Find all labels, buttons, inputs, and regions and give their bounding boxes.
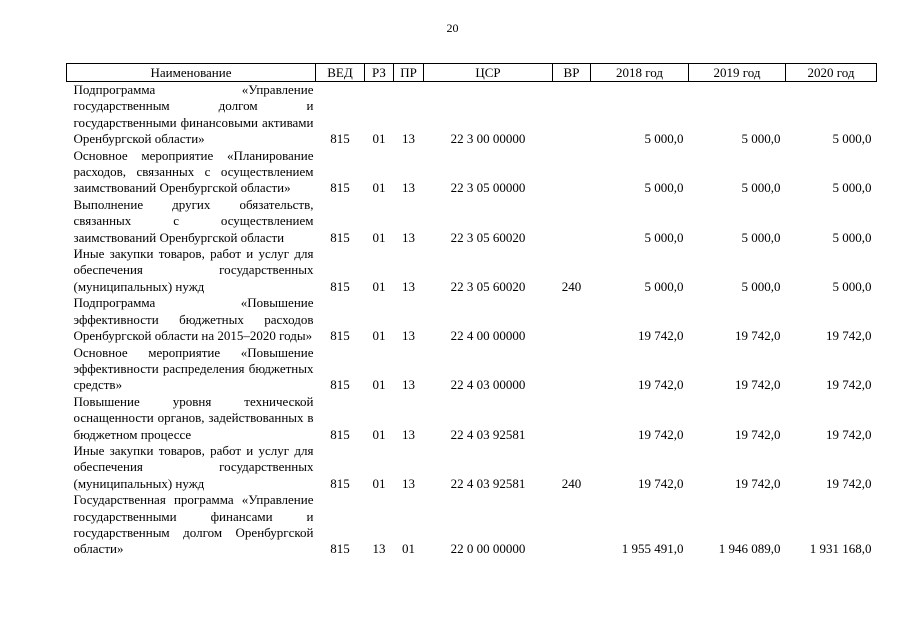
row-2019: 1 946 089,0 [718, 541, 781, 557]
row-vr [553, 148, 591, 197]
row-vr: 240 [561, 475, 582, 491]
row-ved: 815 [330, 328, 350, 344]
row-vr [553, 394, 591, 443]
row-csr: 22 4 03 00000 [450, 377, 526, 393]
row-2020: 19 742,0 [826, 377, 872, 393]
table-row [67, 394, 877, 443]
header-2019: 2019 год [689, 64, 786, 82]
table-row [67, 345, 877, 394]
row-vr [553, 492, 591, 558]
row-pr: 13 [402, 475, 415, 491]
row-pr: 13 [402, 229, 415, 245]
row-ved: 815 [330, 475, 350, 491]
row-name: Государственная программа «Управление государственными финансами и государственным долгом Оренбургской области» [73, 492, 314, 557]
row-2019: 5 000,0 [741, 131, 781, 147]
header-name: Наименование [67, 64, 316, 82]
row-ved: 815 [330, 278, 350, 294]
row-rz: 01 [372, 328, 386, 344]
row-csr: 22 4 03 92581 [450, 426, 526, 442]
row-name: Повышение уровня технической оснащенности органов, задействованных в бюджетном процессе [73, 393, 314, 442]
row-2018: 19 742,0 [638, 426, 684, 442]
row-csr: 22 3 05 60020 [450, 278, 526, 294]
row-name: Основное мероприятие «Повышение эффективности распределения бюджетных средств» [73, 344, 314, 393]
row-csr: 22 3 05 00000 [450, 180, 526, 196]
table-header-row [67, 64, 877, 82]
header-2018: 2018 год [591, 64, 689, 82]
row-name: Выполнение других обязательств, связанных с осуществлением заимствований Оренбургской области [73, 196, 314, 245]
row-rz: 01 [372, 377, 386, 393]
row-rz: 01 [372, 426, 386, 442]
row-pr: 13 [402, 180, 415, 196]
row-2019: 5 000,0 [741, 229, 781, 245]
row-rz: 01 [372, 278, 386, 294]
row-name: Основное мероприятие «Планирование расходов, связанных с осуществлением заимствований Оренбургской области» [73, 147, 314, 196]
row-2018: 19 742,0 [638, 377, 684, 393]
row-rz: 01 [372, 131, 386, 147]
row-csr: 22 3 05 60020 [450, 229, 526, 245]
row-ved: 815 [330, 541, 350, 557]
row-name: Подпрограмма «Управление государственным долгом и государственными финансовыми активами Оренбургской области» [73, 82, 314, 147]
row-rz: 01 [372, 180, 386, 196]
row-ved: 815 [330, 131, 350, 147]
row-csr: 22 0 00 00000 [450, 541, 526, 557]
row-name: Иные закупки товаров, работ и услуг для обеспечения государственных (муниципальных) нужд [73, 442, 314, 491]
header-2020: 2020 год [786, 64, 877, 82]
row-2019: 19 742,0 [735, 426, 781, 442]
row-2019: 5 000,0 [741, 180, 781, 196]
row-2018: 5 000,0 [644, 131, 684, 147]
header-pr: ПР [394, 64, 424, 82]
row-2018: 5 000,0 [644, 229, 684, 245]
row-2020: 1 931 168,0 [809, 541, 872, 557]
row-ved: 815 [330, 377, 350, 393]
row-2020: 5 000,0 [832, 180, 872, 196]
table-body [67, 82, 877, 558]
row-2019: 19 742,0 [735, 328, 781, 344]
header-vr: ВР [553, 64, 591, 82]
header-ved: ВЕД [316, 64, 365, 82]
row-ved: 815 [330, 426, 350, 442]
row-2020: 19 742,0 [826, 328, 872, 344]
row-csr: 22 3 00 00000 [450, 131, 526, 147]
row-2020: 5 000,0 [832, 131, 872, 147]
row-pr: 01 [402, 541, 415, 557]
row-2020: 5 000,0 [832, 278, 872, 294]
row-rz: 01 [372, 475, 386, 491]
row-vr [553, 82, 591, 148]
row-rz: 01 [372, 229, 386, 245]
row-name: Подпрограмма «Повышение эффективности бюджетных расходов Оренбургской области на 2015–2020 годы» [73, 295, 314, 344]
table-row [67, 246, 877, 295]
row-vr: 240 [561, 278, 582, 294]
table-row [67, 82, 877, 148]
row-ved: 815 [330, 229, 350, 245]
row-csr: 22 4 00 00000 [450, 328, 526, 344]
header-rz: РЗ [365, 64, 394, 82]
row-2019: 5 000,0 [741, 278, 781, 294]
table-row [67, 148, 877, 197]
row-2020: 19 742,0 [826, 475, 872, 491]
header-csr: ЦСР [424, 64, 553, 82]
row-vr [553, 197, 591, 246]
row-ved: 815 [330, 180, 350, 196]
row-vr [553, 295, 591, 344]
table-row [67, 197, 877, 246]
row-pr: 13 [402, 328, 415, 344]
table-row [67, 295, 877, 344]
row-2018: 19 742,0 [638, 328, 684, 344]
row-pr: 13 [402, 377, 415, 393]
table-row [67, 443, 877, 492]
page-number: 20 [446, 21, 459, 35]
row-2018: 5 000,0 [644, 278, 684, 294]
row-pr: 13 [402, 278, 415, 294]
row-pr: 13 [402, 131, 415, 147]
row-csr: 22 4 03 92581 [450, 475, 526, 491]
row-2020: 5 000,0 [832, 229, 872, 245]
row-2018: 1 955 491,0 [621, 541, 684, 557]
row-pr: 13 [402, 426, 415, 442]
table-row [67, 492, 877, 558]
row-2018: 19 742,0 [638, 475, 684, 491]
row-2020: 19 742,0 [826, 426, 872, 442]
row-vr [553, 345, 591, 394]
row-name: Иные закупки товаров, работ и услуг для обеспечения государственных (муниципальных) нужд [73, 246, 314, 294]
row-2019: 19 742,0 [735, 377, 781, 393]
row-rz: 13 [372, 541, 386, 557]
budget-table [66, 63, 877, 558]
row-2018: 5 000,0 [644, 180, 684, 196]
row-2019: 19 742,0 [735, 475, 781, 491]
